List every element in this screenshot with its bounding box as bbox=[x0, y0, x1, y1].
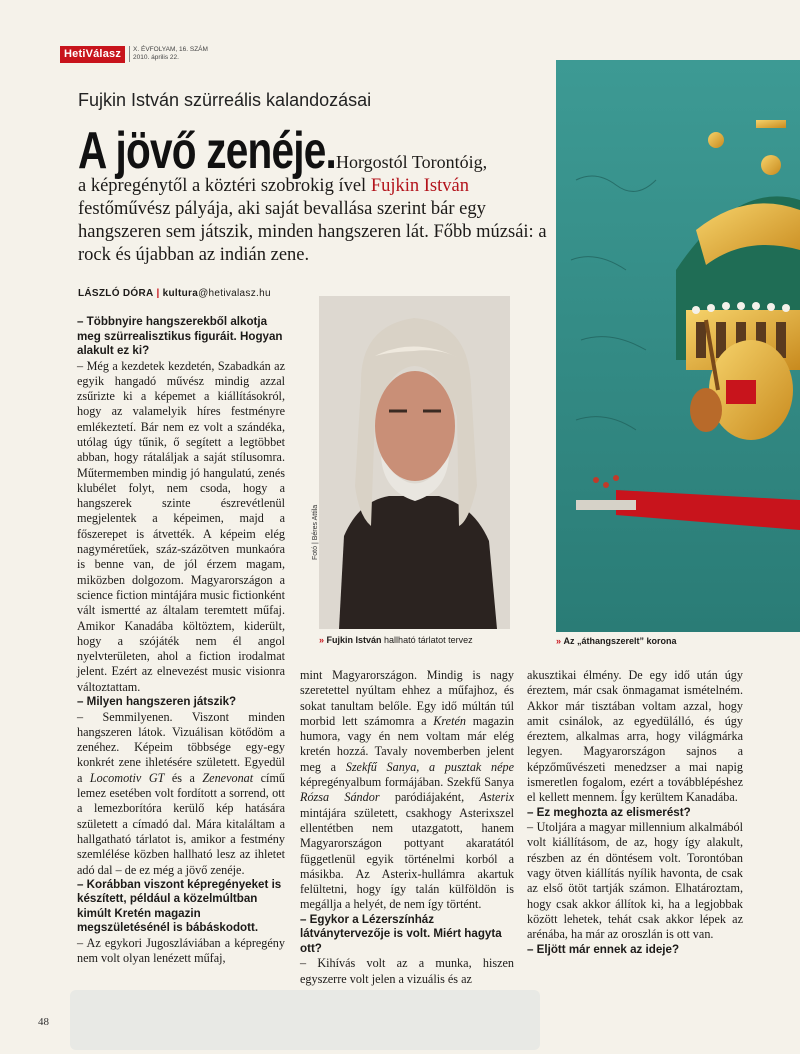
col2-text-5: mintájára született, csakhogy Asterixszel ellentétben nem utazgatott, hanem Magyarországon pottyant akaratától függetlenül egyik történelmi korból a másikba. Az Asterix-hullámra akartuk felültetni, hogy így talán külföldön is megállja a helyét, de nem így történt. bbox=[300, 805, 514, 912]
answer-2-text-3: című lemez esetében volt fordított a sorrend, ott a lemezborítóra kerülő kép hatására született a címadó dal. Mára kitaláltam a hallgatható tárlatot is, amikor a festmény szemlélése közben hallható lesz az ihletet adó dal – de ez még a jövő zenéje. bbox=[77, 770, 286, 877]
caption-arrow: » bbox=[319, 635, 325, 645]
bleed-through-shadow bbox=[70, 990, 540, 1050]
name-asterix: Asterix bbox=[479, 790, 514, 805]
byline-divider: | bbox=[156, 288, 160, 299]
illustration-caption-text: Az „áthangszerelt” korona bbox=[563, 636, 677, 646]
answer-4-continued: akusztikai élmény. De egy idő után úgy éreztem, már csak önmagamat ismételném. Akkor már tisztában voltam azzal, hogy amit csinálok, az egyedülálló, és úgy éreztem, alkalmas arra, hogy világmárka legyen. Magyarországon sajnos a képzőművészeti menedzser a mai napig ismeretlen fogalom, ezért a továbblépéshez el kellett mennem. Így kerültem Kanadába. bbox=[527, 668, 743, 805]
lead-first-line: Horgostól Torontóig, bbox=[336, 152, 488, 172]
answer-3-continued bbox=[300, 668, 514, 913]
question-3: – Korábban viszont képregényeket is készített, például a közelmúltban kimúlt Kretén magazin megszületésénél is bábáskodott. bbox=[77, 877, 282, 935]
lead-artist-name: Fujkin István bbox=[370, 176, 469, 196]
issue-volume: X. ÉVFOLYAM, 16. SZÁM bbox=[133, 46, 208, 53]
masthead bbox=[60, 46, 208, 70]
question-6: – Eljött már ennek az ideje? bbox=[527, 942, 680, 956]
answer-2 bbox=[77, 710, 285, 878]
byline-domain: @hetivalasz.hu bbox=[198, 288, 271, 299]
hetivalasz-logo: HetiVálasz bbox=[60, 46, 125, 63]
page-number: 48 bbox=[38, 1016, 49, 1028]
magazine-kreten: Kretén bbox=[433, 713, 466, 728]
caption-name: Fujkin István bbox=[326, 635, 382, 645]
lead-text-1: a képregénytől a köztéri szobrokig ível bbox=[78, 176, 371, 196]
question-1: – Többnyire hangszerekből alkotja meg szürrealisztikus figuráit. Hogyan alakult ez ki? bbox=[77, 315, 283, 357]
byline-author: LÁSZLÓ DÓRA bbox=[78, 288, 154, 299]
crown-painting bbox=[556, 60, 800, 632]
caption-text: hallható tárlatot tervez bbox=[381, 635, 473, 645]
question-4: – Egykor a Lézerszínház látványtervezője is volt. Miért hagyta ott? bbox=[300, 912, 502, 955]
question-2: – Milyen hangszeren játszik? bbox=[77, 695, 237, 709]
col2-text-1: mint Magyarországon. Mindig is nagy szeretettel nyúltam ehhez a műfajhoz, és sokat tanultam belőle. Egy idő múltán túl morbid lett számomra a bbox=[300, 668, 514, 728]
issue-info bbox=[129, 46, 208, 62]
album-locomotiv-gt: Locomotiv GT bbox=[89, 770, 165, 785]
answer-2-text-1: – Semmilyenen. Viszont minden hangszeren látok. Vizuálisan kötődöm a zenéhez. Képeim többsége egy-egy konkrét zene ihletésére született. Egyedül a bbox=[77, 709, 285, 785]
text-column-2 bbox=[300, 668, 514, 987]
name-rozsa-sandor: Rózsa Sándor bbox=[300, 790, 380, 805]
article-kicker: Fujkin István szürreális kalandozásai bbox=[78, 90, 372, 110]
answer-4: – Kihívás volt az a munka, hiszen egyszerre volt jelen a vizuális és az bbox=[300, 956, 514, 986]
portrait-image bbox=[319, 296, 510, 629]
illustration-caption bbox=[556, 636, 677, 646]
photo-caption bbox=[319, 635, 473, 645]
byline bbox=[78, 288, 271, 299]
crown-illustration bbox=[556, 60, 800, 632]
answer-2-text-2: és a bbox=[164, 770, 203, 785]
text-column-3 bbox=[527, 668, 743, 957]
col2-text-3: képregényalbum formájában. Szekfű Sanya bbox=[300, 775, 514, 790]
photo-credit: Fotó | Béres Attila bbox=[312, 504, 319, 560]
article-headline: A jövő zenéje. bbox=[78, 122, 337, 180]
lead-text-2: festőművész pályája, aki saját bevallása szerint bár egy hangszeren sem játszik, minden hangszeren lát. Főbb múzsái: a rock és újabban az indián zene. bbox=[78, 199, 547, 265]
col2-text-2: magazin humora, vagy én nem voltam már elég kretén hozzá. Tavaly novemberben jelent meg a bbox=[300, 713, 514, 774]
issue-date: 2010. április 22. bbox=[133, 54, 179, 61]
text-column-1 bbox=[77, 315, 285, 966]
answer-3-start: – Az egykori Jugoszláviában a képregény nem volt olyan lenézett műfaj, bbox=[77, 935, 285, 966]
photo-credit-name: Béres Attila bbox=[312, 504, 319, 541]
col2-text-4: paródiájaként, bbox=[379, 790, 480, 805]
article-lead bbox=[78, 175, 558, 267]
answer-1: – Még a kezdetek kezdetén, Szabadkán az egyik hangadó művész mindig azzal zsűrizte ki a képemet a kiállításokról, hogy az valamelyik híres festményre emlékeztetí. Bár nem ez volt a szándéka, utólag úgy tűnik, ő segített a legtöbbet abban, hogy rátaláljak a saját stílusomra. Műtermemben mindig jó hangulatú, zenés klubélet folyt, nem csoda, hogy a hangszerek szinte észrevétlenül megjelentek a képeimen, majd a főszerepet is átvették. A képeim elég nagyméretűek, száz-százötven munkaóra is benne van, de jól érzem magam, miközben dolgozom. Magyarországon a science fiction mintájára music fictionként vált ismertté az általam teremtett műfaj. Amikor Kanadába költöztem, kiderült, hogy a szójáték nem él angol nyelvterületen, ahol a fiction irodalmat jelent. Ezért az elnevezést music visionra változtattam. bbox=[77, 358, 285, 694]
illustration-caption-arrow: » bbox=[556, 636, 562, 646]
album-szekfu-sanya: Szekfű Sanya, a pusztak népe bbox=[345, 759, 514, 774]
album-zenevonat: Zenevonat bbox=[202, 770, 254, 785]
photo-credit-label: Fotó bbox=[312, 545, 319, 560]
question-5: – Ez meghozta az elismerést? bbox=[527, 805, 691, 819]
portrait-photo bbox=[319, 296, 510, 629]
answer-5: – Utoljára a magyar millennium alkalmából volt kiállításom, de az, hogy így alakult, részben az én döntésem volt. Torontóban vagy ötven kiállítás nyílik havonta, de csak az első ötöt tartják számon. Elhatároztam, hogy csak akkor állítok ki, ha a legjobbak között lehetek, tehát csak akkor lépek az arénába, ha már az oroszlán is ott van. bbox=[527, 820, 743, 942]
byline-section: kultura bbox=[162, 288, 199, 299]
